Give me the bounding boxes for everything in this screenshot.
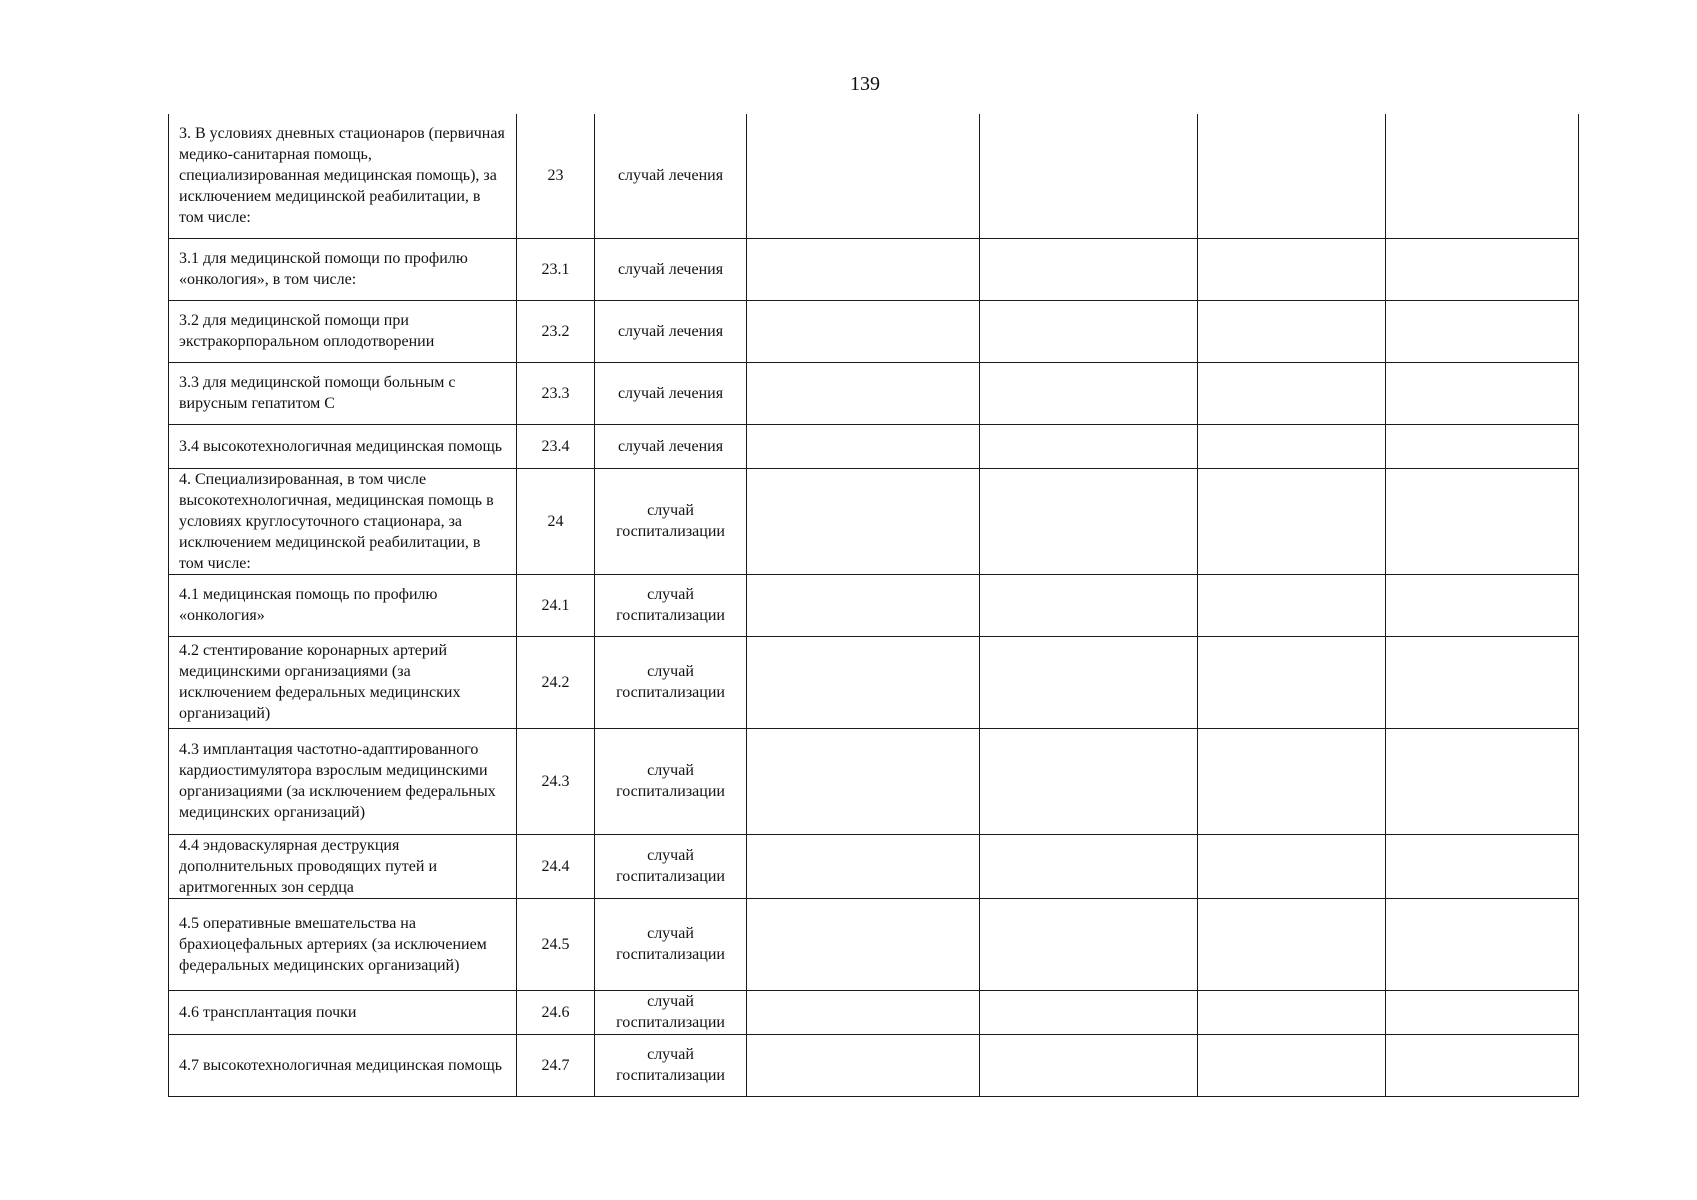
row-unit: случай госпитализации	[595, 1034, 747, 1096]
empty-cell	[1198, 574, 1386, 636]
empty-cell	[980, 424, 1198, 468]
row-description: 4.2 стентирование коронарных артерий медицинскими организациями (за исключением федеральных медицинских организаций)	[169, 636, 517, 728]
empty-cell	[1386, 1034, 1579, 1096]
empty-cell	[1198, 834, 1386, 898]
table-row	[169, 468, 1579, 574]
empty-cell	[980, 574, 1198, 636]
empty-cell	[1198, 114, 1386, 238]
row-unit: случай лечения	[595, 238, 747, 300]
table-row	[169, 114, 1579, 238]
empty-cell	[980, 990, 1198, 1034]
empty-cell	[980, 898, 1198, 990]
empty-cell	[980, 636, 1198, 728]
empty-cell	[980, 300, 1198, 362]
row-number: 24	[517, 468, 595, 574]
row-unit: случай госпитализации	[595, 834, 747, 898]
row-unit: случай госпитализации	[595, 574, 747, 636]
empty-cell	[747, 990, 980, 1034]
row-unit: случай лечения	[595, 300, 747, 362]
row-number: 23.2	[517, 300, 595, 362]
row-number: 24.5	[517, 898, 595, 990]
row-unit: случай лечения	[595, 114, 747, 238]
empty-cell	[747, 362, 980, 424]
empty-cell	[747, 424, 980, 468]
empty-cell	[980, 1034, 1198, 1096]
page-number: 139	[850, 73, 880, 95]
empty-cell	[1198, 424, 1386, 468]
row-description: 4.7 высокотехнологичная медицинская помощь	[169, 1034, 517, 1096]
row-unit: случай госпитализации	[595, 990, 747, 1034]
row-number: 23	[517, 114, 595, 238]
row-number: 24.6	[517, 990, 595, 1034]
row-description: 4.6 трансплантация почки	[169, 990, 517, 1034]
empty-cell	[747, 636, 980, 728]
empty-cell	[747, 574, 980, 636]
row-number: 24.4	[517, 834, 595, 898]
empty-cell	[747, 898, 980, 990]
empty-cell	[1198, 990, 1386, 1034]
row-description: 3.4 высокотехнологичная медицинская помощь	[169, 424, 517, 468]
empty-cell	[747, 728, 980, 834]
table-row	[169, 238, 1579, 300]
table-row	[169, 898, 1579, 990]
empty-cell	[980, 362, 1198, 424]
empty-cell	[980, 834, 1198, 898]
empty-cell	[747, 300, 980, 362]
row-number: 23.4	[517, 424, 595, 468]
row-number: 24.7	[517, 1034, 595, 1096]
empty-cell	[1198, 728, 1386, 834]
empty-cell	[1198, 636, 1386, 728]
empty-cell	[980, 238, 1198, 300]
table-row	[169, 362, 1579, 424]
row-description: 3.2 для медицинской помощи при экстракорпоральном оплодотворении	[169, 300, 517, 362]
row-unit: случай лечения	[595, 424, 747, 468]
empty-cell	[980, 468, 1198, 574]
table-row	[169, 990, 1579, 1034]
row-description: 4.3 имплантация частотно-адаптированного кардиостимулятора взрослым медицинскими организациями (за исключением федеральных медицинских организаций)	[169, 728, 517, 834]
table-row	[169, 636, 1579, 728]
empty-cell	[1198, 468, 1386, 574]
row-description: 4. Специализированная, в том числе высокотехнологичная, медицинская помощь в условиях круглосуточного стационара, за исключением медицинской реабилитации, в том числе:	[169, 468, 517, 574]
empty-cell	[747, 238, 980, 300]
empty-cell	[1386, 728, 1579, 834]
row-number: 23.1	[517, 238, 595, 300]
row-unit: случай лечения	[595, 362, 747, 424]
row-unit: случай госпитализации	[595, 468, 747, 574]
table-row	[169, 728, 1579, 834]
data-table	[168, 114, 1579, 1097]
row-number: 24.3	[517, 728, 595, 834]
empty-cell	[1386, 468, 1579, 574]
empty-cell	[1198, 238, 1386, 300]
row-description: 3.3 для медицинской помощи больным с вирусным гепатитом С	[169, 362, 517, 424]
row-number: 24.2	[517, 636, 595, 728]
empty-cell	[1386, 362, 1579, 424]
empty-cell	[1386, 238, 1579, 300]
empty-cell	[747, 114, 980, 238]
row-description: 4.5 оперативные вмешательства на брахиоцефальных артериях (за исключением федеральных медицинских организаций)	[169, 898, 517, 990]
empty-cell	[1386, 300, 1579, 362]
empty-cell	[747, 834, 980, 898]
empty-cell	[1386, 834, 1579, 898]
empty-cell	[1386, 424, 1579, 468]
row-description: 4.1 медицинская помощь по профилю «онкология»	[169, 574, 517, 636]
empty-cell	[980, 728, 1198, 834]
empty-cell	[747, 468, 980, 574]
row-description: 3.1 для медицинской помощи по профилю «онкология», в том числе:	[169, 238, 517, 300]
table-row	[169, 300, 1579, 362]
empty-cell	[1386, 898, 1579, 990]
row-unit: случай госпитализации	[595, 636, 747, 728]
table-row	[169, 834, 1579, 898]
empty-cell	[1198, 362, 1386, 424]
row-number: 24.1	[517, 574, 595, 636]
empty-cell	[1386, 114, 1579, 238]
empty-cell	[747, 1034, 980, 1096]
row-number: 23.3	[517, 362, 595, 424]
table-row	[169, 574, 1579, 636]
row-description: 3. В условиях дневных стационаров (первичная медико-санитарная помощь, специализированная медицинская помощь), за исключением медицинской реабилитации, в том числе:	[169, 114, 517, 238]
empty-cell	[1198, 1034, 1386, 1096]
row-unit: случай госпитализации	[595, 898, 747, 990]
table-row	[169, 424, 1579, 468]
empty-cell	[980, 114, 1198, 238]
empty-cell	[1198, 898, 1386, 990]
empty-cell	[1386, 990, 1579, 1034]
row-description: 4.4 эндоваскулярная деструкция дополнительных проводящих путей и аритмогенных зон сердца	[169, 834, 517, 898]
empty-cell	[1198, 300, 1386, 362]
empty-cell	[1386, 574, 1579, 636]
row-unit: случай госпитализации	[595, 728, 747, 834]
table-row	[169, 1034, 1579, 1096]
empty-cell	[1386, 636, 1579, 728]
